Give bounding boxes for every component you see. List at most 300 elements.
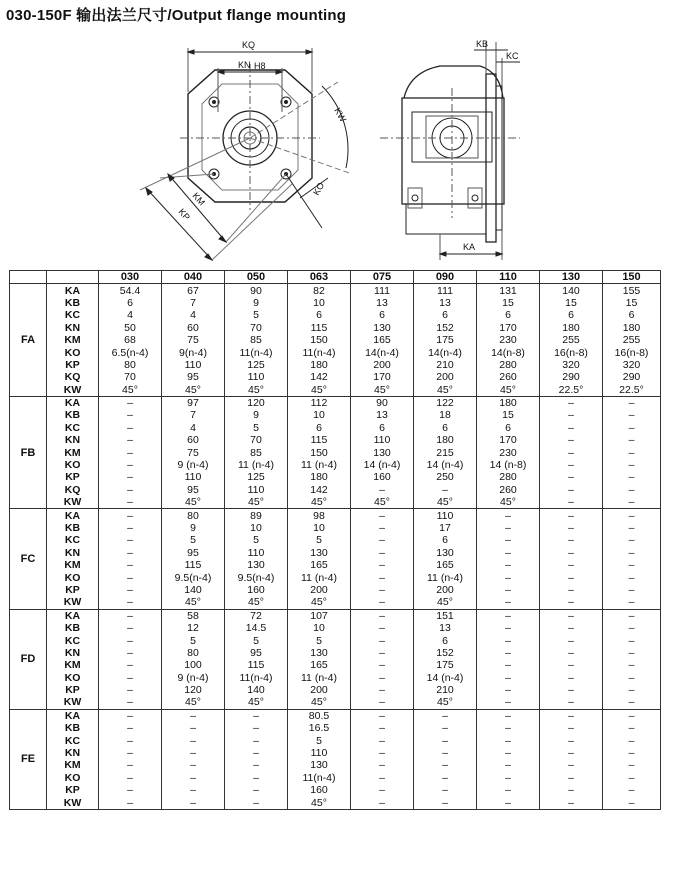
value-cell: – [351, 659, 414, 671]
value-cell: 6 [414, 422, 477, 434]
value-cell: 180 [288, 471, 351, 483]
value-cell: – [351, 484, 414, 496]
value-cell: 11 (n-4) [225, 459, 288, 471]
param-label: KW [47, 496, 99, 509]
value-cell: 165 [288, 559, 351, 571]
value-cell: 13 [351, 409, 414, 421]
value-cell: – [603, 696, 661, 709]
value-cell: 140 [540, 284, 603, 297]
value-cell: – [603, 396, 661, 409]
table-row [10, 759, 661, 771]
value-cell: – [540, 696, 603, 709]
value-cell: – [540, 647, 603, 659]
value-cell: – [99, 796, 162, 809]
value-cell: – [477, 634, 540, 646]
label-kq: KQ [242, 40, 256, 50]
value-cell: 70 [225, 434, 288, 446]
value-cell: 14 (n-4) [414, 459, 477, 471]
value-cell: 95 [162, 371, 225, 383]
value-cell: – [99, 409, 162, 421]
value-cell: 18 [414, 409, 477, 421]
value-cell: – [99, 734, 162, 746]
value-cell: – [603, 622, 661, 634]
value-cell: 45° [162, 384, 225, 397]
value-cell: 5 [162, 634, 225, 646]
value-cell: – [225, 796, 288, 809]
value-cell: – [351, 784, 414, 796]
value-cell: – [351, 609, 414, 622]
table-row [10, 522, 661, 534]
value-cell: 45° [162, 596, 225, 609]
value-cell: – [540, 672, 603, 684]
table-row [10, 359, 661, 371]
value-cell: – [351, 584, 414, 596]
header-blank [47, 271, 99, 284]
value-cell: – [477, 759, 540, 771]
value-cell: 13 [414, 622, 477, 634]
value-cell: – [99, 634, 162, 646]
value-cell: 255 [603, 334, 661, 346]
value-cell: – [603, 409, 661, 421]
value-cell: 95 [162, 484, 225, 496]
table-row [10, 322, 661, 334]
param-label: KC [47, 422, 99, 434]
label-kn: KN [238, 60, 251, 70]
value-cell: – [603, 747, 661, 759]
value-cell: – [540, 571, 603, 583]
value-cell: – [99, 396, 162, 409]
header-size: 075 [351, 271, 414, 284]
value-cell: – [603, 672, 661, 684]
value-cell: – [99, 622, 162, 634]
table-row [10, 571, 661, 583]
value-cell: – [99, 422, 162, 434]
value-cell: 45° [162, 496, 225, 509]
value-cell: 14(n-4) [351, 346, 414, 358]
value-cell: – [540, 634, 603, 646]
value-cell: – [162, 796, 225, 809]
table-header-row [10, 271, 661, 284]
value-cell: 200 [414, 371, 477, 383]
param-label: KB [47, 409, 99, 421]
label-ka: KA [463, 242, 476, 252]
value-cell: 140 [225, 684, 288, 696]
value-cell: 140 [162, 584, 225, 596]
value-cell: 260 [477, 484, 540, 496]
value-cell: – [351, 647, 414, 659]
value-cell: 95 [225, 647, 288, 659]
param-label: KC [47, 734, 99, 746]
gearbox-side-view [380, 42, 520, 260]
param-label: KP [47, 471, 99, 483]
value-cell: 200 [414, 584, 477, 596]
flange-front-view [140, 48, 352, 260]
value-cell: 200 [288, 584, 351, 596]
table-row [10, 734, 661, 746]
value-cell: 45° [225, 596, 288, 609]
value-cell: – [477, 722, 540, 734]
value-cell: 110 [288, 747, 351, 759]
value-cell: 165 [351, 334, 414, 346]
value-cell: – [477, 784, 540, 796]
dimension-table [9, 270, 661, 810]
value-cell: – [99, 722, 162, 734]
value-cell: 4 [162, 422, 225, 434]
value-cell: – [99, 684, 162, 696]
value-cell: 180 [414, 434, 477, 446]
table-row [10, 371, 661, 383]
value-cell: 9 (n-4) [162, 672, 225, 684]
value-cell: 110 [225, 484, 288, 496]
value-cell: 7 [162, 409, 225, 421]
value-cell: – [477, 547, 540, 559]
value-cell: 12 [162, 622, 225, 634]
value-cell: 6 [414, 309, 477, 321]
value-cell: 130 [288, 759, 351, 771]
value-cell: 15 [540, 297, 603, 309]
value-cell: 100 [162, 659, 225, 671]
value-cell: 6 [414, 534, 477, 546]
value-cell: 125 [225, 359, 288, 371]
value-cell: – [603, 484, 661, 496]
value-cell: – [99, 446, 162, 458]
value-cell: 122 [414, 396, 477, 409]
value-cell: 9.5(n-4) [162, 571, 225, 583]
value-cell: – [477, 709, 540, 722]
value-cell: 5 [225, 422, 288, 434]
value-cell: – [351, 684, 414, 696]
value-cell: – [99, 571, 162, 583]
value-cell: 130 [351, 322, 414, 334]
value-cell: 67 [162, 284, 225, 297]
value-cell: – [540, 434, 603, 446]
page-title: 030-150F 输出法兰尺寸/Output flange mounting [6, 7, 347, 24]
value-cell: – [477, 772, 540, 784]
value-cell: – [99, 509, 162, 522]
param-label: KN [47, 747, 99, 759]
value-cell: – [603, 534, 661, 546]
value-cell: 75 [162, 446, 225, 458]
value-cell: 5 [225, 309, 288, 321]
value-cell: – [351, 734, 414, 746]
param-label: KP [47, 784, 99, 796]
value-cell: 97 [162, 396, 225, 409]
param-label: KM [47, 446, 99, 458]
label-kc: KC [506, 51, 519, 61]
value-cell: 11 (n-4) [288, 571, 351, 583]
value-cell: – [540, 459, 603, 471]
value-cell: 9 [225, 297, 288, 309]
value-cell: – [477, 796, 540, 809]
table-row [10, 684, 661, 696]
value-cell: 9 [225, 409, 288, 421]
value-cell: 82 [288, 284, 351, 297]
table-row [10, 634, 661, 646]
value-cell: – [540, 796, 603, 809]
value-cell: 45° [477, 496, 540, 509]
group-label: FD [10, 609, 47, 709]
table-row [10, 409, 661, 421]
value-cell: 160 [351, 471, 414, 483]
value-cell: – [477, 696, 540, 709]
value-cell: – [99, 459, 162, 471]
value-cell: – [351, 709, 414, 722]
value-cell: 160 [288, 784, 351, 796]
value-cell: – [477, 747, 540, 759]
value-cell: 142 [288, 484, 351, 496]
value-cell: 11 (n-4) [288, 459, 351, 471]
value-cell: – [414, 784, 477, 796]
value-cell: – [540, 484, 603, 496]
param-label: KA [47, 284, 99, 297]
value-cell: 180 [288, 359, 351, 371]
value-cell: 85 [225, 446, 288, 458]
value-cell: – [603, 722, 661, 734]
value-cell: – [162, 759, 225, 771]
value-cell: 58 [162, 609, 225, 622]
value-cell: – [603, 522, 661, 534]
param-label: KW [47, 796, 99, 809]
value-cell: 45° [225, 496, 288, 509]
value-cell: – [477, 534, 540, 546]
table-row [10, 334, 661, 346]
value-cell: 11(n-4) [225, 346, 288, 358]
value-cell: 255 [540, 334, 603, 346]
value-cell: – [351, 522, 414, 534]
value-cell: – [99, 609, 162, 622]
value-cell: 111 [414, 284, 477, 297]
value-cell: 17 [414, 522, 477, 534]
value-cell: – [351, 634, 414, 646]
value-cell: – [477, 522, 540, 534]
value-cell: 6 [351, 422, 414, 434]
value-cell: – [540, 422, 603, 434]
value-cell: 130 [288, 647, 351, 659]
value-cell: – [225, 747, 288, 759]
value-cell: – [603, 471, 661, 483]
value-cell: – [99, 596, 162, 609]
value-cell: 110 [225, 547, 288, 559]
value-cell: – [477, 596, 540, 609]
value-cell: 170 [477, 434, 540, 446]
table-row [10, 659, 661, 671]
table-row [10, 772, 661, 784]
header-size: 063 [288, 271, 351, 284]
value-cell: 175 [414, 334, 477, 346]
value-cell: – [603, 446, 661, 458]
value-cell: – [540, 759, 603, 771]
value-cell: – [540, 784, 603, 796]
value-cell: 115 [288, 434, 351, 446]
value-cell: 6 [288, 422, 351, 434]
value-cell: 75 [162, 334, 225, 346]
param-label: KA [47, 509, 99, 522]
group-label: FA [10, 284, 47, 397]
value-cell: – [477, 622, 540, 634]
value-cell: – [540, 396, 603, 409]
value-cell: – [540, 734, 603, 746]
value-cell: – [99, 747, 162, 759]
value-cell: 4 [99, 309, 162, 321]
value-cell: 6 [477, 309, 540, 321]
value-cell: – [603, 547, 661, 559]
table-row [10, 534, 661, 546]
value-cell: 5 [288, 634, 351, 646]
value-cell: 230 [477, 334, 540, 346]
table-row [10, 484, 661, 496]
value-cell: 60 [162, 434, 225, 446]
param-label: KW [47, 696, 99, 709]
value-cell: – [477, 509, 540, 522]
value-cell: 90 [225, 284, 288, 297]
value-cell: 110 [414, 509, 477, 522]
value-cell: – [540, 772, 603, 784]
value-cell: 120 [162, 684, 225, 696]
value-cell: – [603, 559, 661, 571]
value-cell: – [540, 409, 603, 421]
value-cell: 11(n-4) [288, 346, 351, 358]
value-cell: – [225, 734, 288, 746]
value-cell: 320 [540, 359, 603, 371]
value-cell: 170 [477, 322, 540, 334]
header-size: 040 [162, 271, 225, 284]
value-cell: – [603, 509, 661, 522]
value-cell: 98 [288, 509, 351, 522]
value-cell: 130 [288, 547, 351, 559]
value-cell: 110 [162, 471, 225, 483]
value-cell: – [351, 772, 414, 784]
value-cell: 110 [162, 359, 225, 371]
table-row [10, 559, 661, 571]
value-cell: – [603, 571, 661, 583]
value-cell: 5 [288, 534, 351, 546]
value-cell: 165 [288, 659, 351, 671]
value-cell: 11(n-4) [288, 772, 351, 784]
param-label: KO [47, 772, 99, 784]
value-cell: – [603, 496, 661, 509]
value-cell: – [162, 722, 225, 734]
value-cell: – [603, 422, 661, 434]
value-cell: – [540, 722, 603, 734]
value-cell: 280 [477, 359, 540, 371]
value-cell: – [477, 571, 540, 583]
value-cell: 13 [351, 297, 414, 309]
value-cell: 6 [99, 297, 162, 309]
value-cell: 68 [99, 334, 162, 346]
param-label: KO [47, 346, 99, 358]
group-label: FE [10, 709, 47, 809]
value-cell: – [99, 709, 162, 722]
param-label: KQ [47, 371, 99, 383]
value-cell: 5 [225, 534, 288, 546]
value-cell: – [477, 584, 540, 596]
value-cell: – [603, 659, 661, 671]
table-row [10, 384, 661, 397]
param-label: KC [47, 534, 99, 546]
value-cell: – [540, 496, 603, 509]
value-cell: – [99, 496, 162, 509]
value-cell: – [162, 747, 225, 759]
value-cell: 5 [162, 534, 225, 546]
header-blank [10, 271, 47, 284]
value-cell: 210 [414, 359, 477, 371]
value-cell: 200 [288, 684, 351, 696]
value-cell: 10 [288, 622, 351, 634]
value-cell: – [603, 772, 661, 784]
param-label: KA [47, 396, 99, 409]
value-cell: 250 [414, 471, 477, 483]
value-cell: – [351, 696, 414, 709]
value-cell: – [351, 571, 414, 583]
table-row [10, 471, 661, 483]
value-cell: 45° [288, 496, 351, 509]
value-cell: 10 [225, 522, 288, 534]
value-cell: 230 [477, 446, 540, 458]
table-row [10, 446, 661, 458]
value-cell: 7 [162, 297, 225, 309]
value-cell: 130 [351, 446, 414, 458]
value-cell: – [414, 734, 477, 746]
value-cell: 45° [288, 384, 351, 397]
value-cell: 170 [351, 371, 414, 383]
value-cell: 13 [414, 297, 477, 309]
value-cell: – [162, 709, 225, 722]
param-label: KO [47, 459, 99, 471]
value-cell: – [603, 609, 661, 622]
value-cell: 120 [225, 396, 288, 409]
value-cell: 80 [162, 509, 225, 522]
value-cell: 9(n-4) [162, 346, 225, 358]
value-cell: – [351, 622, 414, 634]
value-cell: 10 [288, 522, 351, 534]
param-label: KM [47, 559, 99, 571]
param-label: KP [47, 584, 99, 596]
value-cell: 9 (n-4) [162, 459, 225, 471]
value-cell: – [162, 784, 225, 796]
value-cell: 6 [414, 634, 477, 646]
value-cell: 45° [414, 384, 477, 397]
value-cell: – [99, 534, 162, 546]
value-cell: 110 [225, 371, 288, 383]
value-cell: – [540, 622, 603, 634]
param-label: KP [47, 359, 99, 371]
value-cell: 85 [225, 334, 288, 346]
value-cell: 142 [288, 371, 351, 383]
value-cell: 45° [414, 496, 477, 509]
value-cell: 80 [99, 359, 162, 371]
value-cell: – [351, 509, 414, 522]
value-cell: 15 [477, 297, 540, 309]
value-cell: – [225, 772, 288, 784]
param-label: KA [47, 709, 99, 722]
value-cell: 14 (n-4) [414, 672, 477, 684]
value-cell: – [414, 722, 477, 734]
value-cell: 125 [225, 471, 288, 483]
value-cell: 112 [288, 396, 351, 409]
value-cell: – [540, 509, 603, 522]
value-cell: – [99, 434, 162, 446]
value-cell: – [414, 796, 477, 809]
value-cell: – [540, 534, 603, 546]
value-cell: 152 [414, 647, 477, 659]
value-cell: – [99, 522, 162, 534]
value-cell: – [540, 596, 603, 609]
value-cell: 45° [351, 496, 414, 509]
value-cell: 180 [540, 322, 603, 334]
value-cell: 22.5° [603, 384, 661, 397]
value-cell: 6.5(n-4) [99, 346, 162, 358]
value-cell: 11 (n-4) [288, 672, 351, 684]
